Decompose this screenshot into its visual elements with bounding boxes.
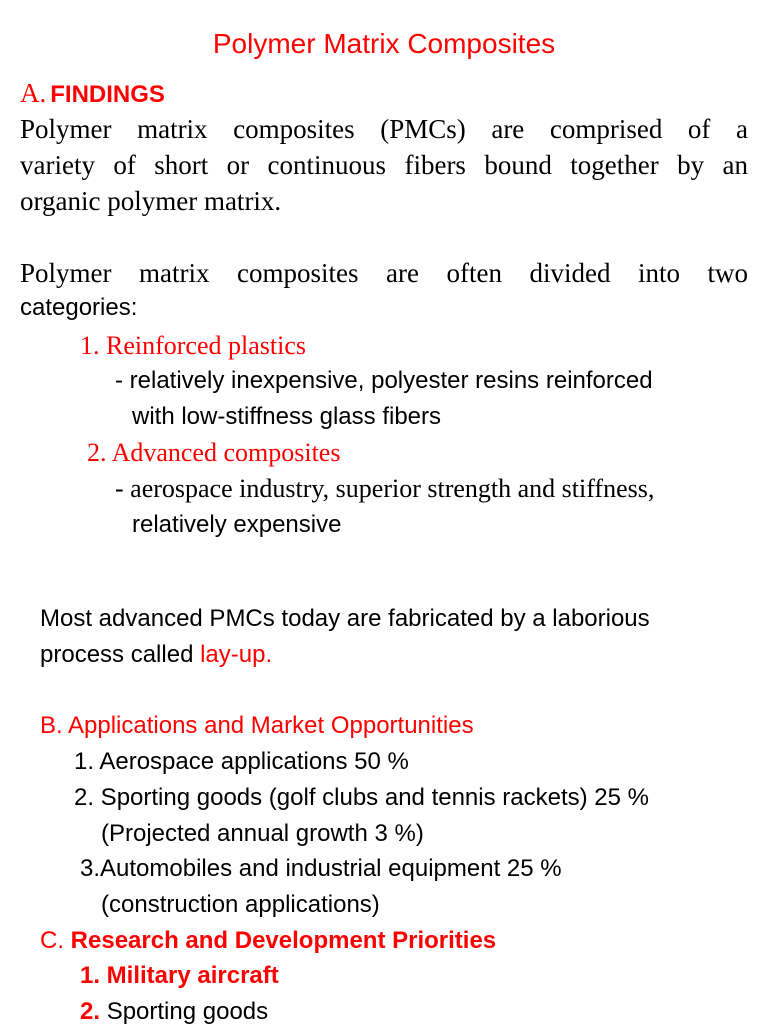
paragraph-1-line-1: Polymer matrix composites (PMCs) are comprised of a (20, 114, 748, 144)
section-b-item-3-line-2: (construction applications) (101, 891, 380, 918)
category-2-desc-line-2: relatively expensive (132, 511, 342, 538)
section-c-item-2 (80, 1000, 268, 1024)
section-c-title: Research and Development Priorities (70, 927, 497, 954)
section-b-item-3-line-1: 3.Automobiles and industrial equipment 25 % (80, 855, 562, 882)
section-c-item-2-text: Sporting goods (106, 998, 269, 1025)
section-c-item-2-number: 2. (80, 998, 101, 1025)
category-1-label: 1. Reinforced plastics (80, 331, 306, 360)
category-2-desc-line-1: - aerospace industry, superior strength and stiffness, (115, 474, 655, 503)
category-1-desc-line-2: with low-stiffness glass fibers (132, 403, 441, 430)
section-c-item-1: 1. Military aircraft (80, 962, 279, 989)
section-b-item-2-line-2: (Projected annual growth 3 %) (101, 820, 424, 847)
page-title: Polymer Matrix Composites (212, 28, 556, 59)
section-a-title: FINDINGS (50, 81, 165, 108)
section-c-heading (40, 929, 496, 953)
section-b-item-2-line-1: 2. Sporting goods (golf clubs and tennis rackets) 25 % (74, 784, 649, 811)
section-a-heading (20, 80, 165, 107)
paragraph-2-line-2: categories: (20, 294, 138, 321)
paragraph-2-line-1: Polymer matrix composites are often divided into two (20, 258, 748, 288)
category-1-desc-line-1: - relatively inexpensive, polyester resins reinforced (115, 367, 653, 394)
section-b-heading: B. Applications and Market Opportunities (40, 712, 474, 739)
paragraph-3-prefix: process called (40, 641, 201, 668)
paragraph-3-line-1: Most advanced PMCs today are fabricated by a laborious (40, 605, 650, 632)
section-b-item-1: 1. Aerospace applications 50 % (74, 748, 409, 775)
paragraph-1-line-3: organic polymer matrix. (20, 186, 282, 216)
category-2-label: 2. Advanced composites (87, 438, 341, 467)
section-a-letter: A. (20, 78, 47, 108)
paragraph-3-line-2 (40, 643, 272, 667)
lay-up-term: lay-up. (200, 641, 273, 668)
section-c-letter: C. (40, 927, 64, 954)
paragraph-1-line-2: variety of short or continuous fibers bound together by an (20, 150, 748, 180)
